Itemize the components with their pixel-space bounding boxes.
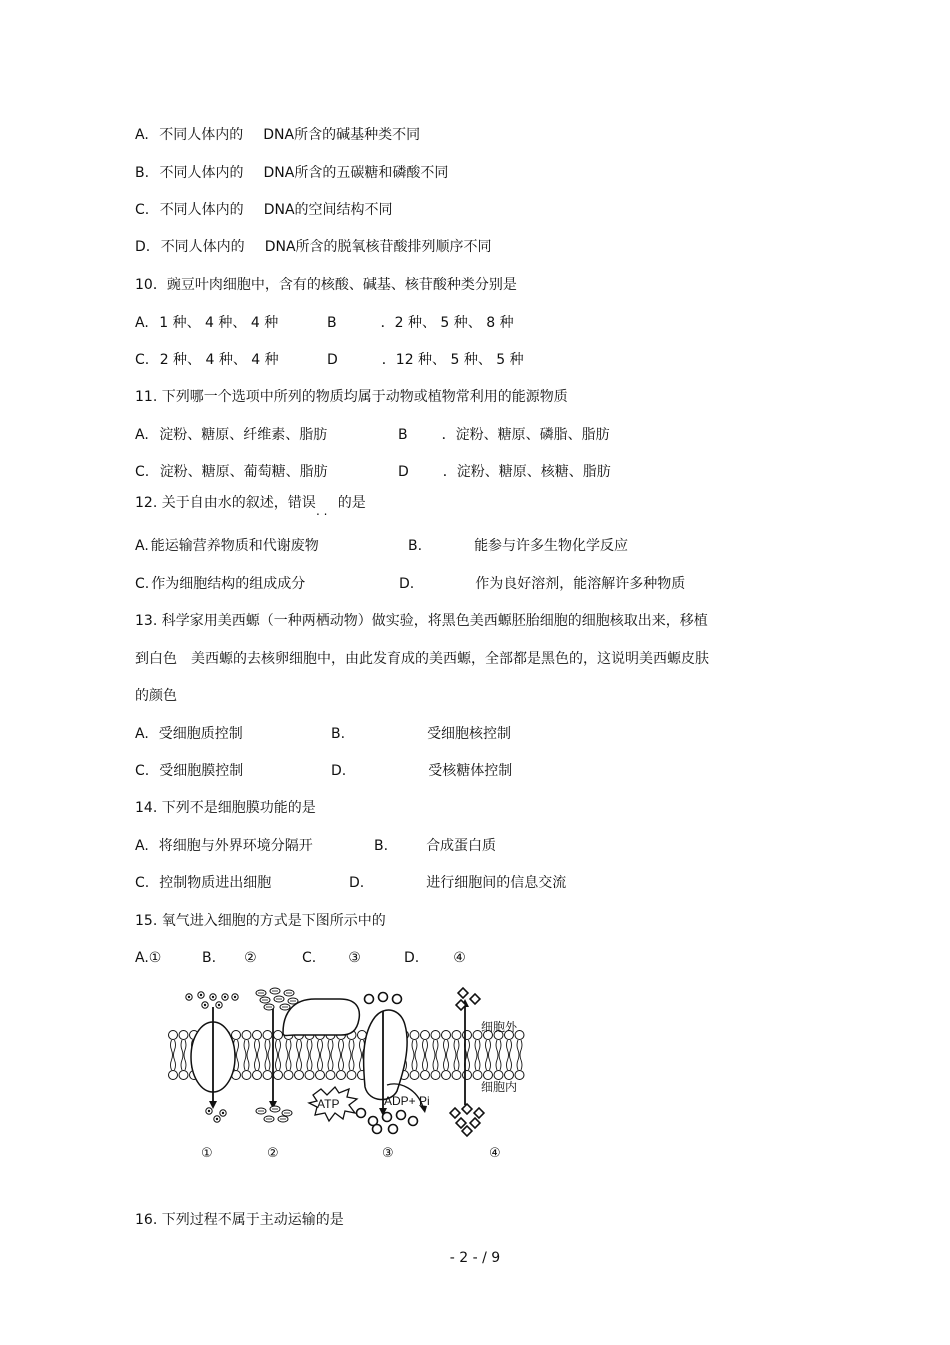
q14-option-c: C. 控制物质进出细胞 (135, 875, 272, 891)
lipid-tail (486, 1060, 491, 1070)
outside-label: 细胞外 (481, 1020, 518, 1034)
lipid-tail (244, 1040, 249, 1060)
q15-stem: 15. 氧气进入细胞的方式是下图所示中的 (135, 913, 386, 929)
q9-option-b: B. 不同人体内的 DNA所含的五碳糖和磷酸不同 (135, 165, 449, 181)
molecule-4 (462, 1126, 472, 1136)
lipid-tail (307, 1060, 312, 1070)
molecule-1-dot (234, 996, 236, 998)
molecule-4 (450, 1108, 460, 1118)
lipid-head-top (242, 1031, 251, 1040)
lipid-tail (297, 1060, 302, 1070)
lipid-tail (255, 1040, 260, 1060)
molecule-4 (474, 1108, 484, 1118)
q10-stem: 10．豌豆叶肉细胞中，含有的核酸、碱基、核苷酸种类分别是 (135, 277, 517, 293)
lipid-head-top (463, 1031, 472, 1040)
lipid-head-top (179, 1031, 188, 1040)
lipid-tail (255, 1060, 260, 1070)
q12-option-d: D. 作为良好溶剂，能溶解许多种物质 (399, 576, 686, 592)
molecule-3 (383, 1113, 392, 1122)
lipid-head-bottom (484, 1071, 493, 1080)
lipid-head-bottom (494, 1071, 503, 1080)
lipid-head-top (232, 1031, 241, 1040)
lipid-head-bottom (410, 1071, 419, 1080)
molecule-3 (409, 1117, 418, 1126)
lipid-tail (318, 1060, 323, 1070)
lipid-head-bottom (316, 1071, 325, 1080)
lipid-tail (433, 1040, 438, 1060)
q11-option-c: C. 淀粉、糖原、葡萄糖、脂肪 (135, 464, 328, 480)
molecule-3 (379, 993, 388, 1002)
peripheral-protein (283, 999, 359, 1036)
atp-label: ATP (317, 1097, 340, 1111)
q10-option-d: D ．12 种、 5 种、 5 种 (327, 352, 524, 368)
q9-option-c: C. 不同人体内的 DNA的空间结构不同 (135, 202, 393, 218)
lipid-head-bottom (442, 1071, 451, 1080)
lipid-head-bottom (274, 1071, 283, 1080)
lipid-tail (276, 1060, 281, 1070)
molecule-3 (393, 995, 402, 1004)
lipid-tail (297, 1040, 302, 1060)
molecule-1-dot (216, 1118, 218, 1120)
lipid-head-top (442, 1031, 451, 1040)
lipid-head-bottom (473, 1071, 482, 1080)
lipid-tail (328, 1060, 333, 1070)
lipid-head-top (263, 1031, 272, 1040)
lipid-tail (328, 1040, 333, 1060)
molecule-3 (365, 995, 374, 1004)
lipid-tail (423, 1040, 428, 1060)
lipid-tail (412, 1040, 417, 1060)
lipid-head-bottom (179, 1071, 188, 1080)
lipid-tail (339, 1060, 344, 1070)
q13-option-b: B. 受细胞核控制 (331, 726, 512, 742)
lipid-tail (286, 1060, 291, 1070)
lipid-tail (349, 1040, 354, 1060)
diagram-number-1: ① (201, 1146, 213, 1161)
lipid-head-bottom (242, 1071, 251, 1080)
lipid-tail (318, 1040, 323, 1060)
q9-option-a: A. 不同人体内的 DNA所含的碱基种类不同 (135, 127, 421, 143)
carrier-protein-3 (364, 1010, 408, 1100)
molecule-1-dot (188, 996, 190, 998)
lipid-tail (475, 1060, 480, 1070)
lipid-head-top (452, 1031, 461, 1040)
molecule-1-dot (218, 1004, 220, 1006)
lipid-head-bottom (463, 1071, 472, 1080)
lipid-tail (276, 1040, 281, 1060)
lipid-head-bottom (347, 1071, 356, 1080)
molecule-4 (462, 1104, 472, 1114)
lipid-tail (517, 1040, 522, 1060)
q13-option-a: A. 受细胞质控制 (135, 726, 243, 742)
q14-option-d: D. 进行细胞间的信息交流 (349, 875, 567, 891)
lipid-tail (244, 1060, 249, 1070)
lipid-tail (496, 1060, 501, 1070)
diagram-number-3: ③ (382, 1146, 394, 1161)
lipid-tail (423, 1060, 428, 1070)
lipid-tail (286, 1040, 291, 1060)
q9-option-d: D. 不同人体内的 DNA所含的脱氧核苷酸排列顺序不同 (135, 239, 492, 255)
adp-label: ADP+ Pi (384, 1094, 430, 1108)
lipid-tail (454, 1040, 459, 1060)
lipid-head-bottom (253, 1071, 262, 1080)
lipid-head-bottom (284, 1071, 293, 1080)
q13-stem-line3: 的颜色 (135, 688, 177, 704)
lipid-tail (307, 1040, 312, 1060)
lipid-head-top (431, 1031, 440, 1040)
q14-option-a: A. 将细胞与外界环境分隔开 (135, 838, 313, 854)
lipid-tail (507, 1040, 512, 1060)
page-number: - 2 - / 9 (449, 1250, 501, 1266)
lipid-tail (444, 1060, 449, 1070)
lipid-tail (454, 1060, 459, 1070)
lipid-tail (486, 1040, 491, 1060)
q11-option-b: B ．淀粉、糖原、磷脂、脂肪 (398, 427, 610, 443)
lipid-tail (171, 1040, 176, 1060)
lipid-tail (349, 1060, 354, 1070)
q15-option-a: A.① (135, 950, 162, 966)
lipid-tail (517, 1060, 522, 1070)
q14-option-b: B. 合成蛋白质 (374, 838, 497, 854)
q10-option-b: B ．2 种、 5 种、 8 种 (327, 315, 514, 331)
molecule-3 (389, 1125, 398, 1134)
lipid-tail (433, 1060, 438, 1070)
lipid-tail (507, 1060, 512, 1070)
molecule-1-dot (224, 996, 226, 998)
q12-option-b: B. 能参与许多生物化学反应 (408, 538, 629, 554)
q11-stem: 11. 下列哪一个选项中所列的物质均属于动物或植物常利用的能源物质 (135, 389, 568, 405)
q15-option-d: D. ④ (404, 950, 466, 966)
lipid-tail (171, 1060, 176, 1070)
q13-stem-line2: 到白色 美西螈的去核卵细胞中，由此发育成的美西螈，全部都是黑色的，这说明美西螈皮肤 (135, 651, 709, 667)
lipid-head-bottom (515, 1071, 524, 1080)
molecule-3 (357, 1109, 366, 1118)
q13-stem-line1: 13. 科学家用美西螈（一种两栖动物）做实验，将黑色美西螈胚胎细胞的细胞核取出来，移植 (135, 613, 708, 629)
lipid-head-top (253, 1031, 262, 1040)
molecule-1-dot (212, 996, 214, 998)
diagram-number-4: ④ (489, 1146, 501, 1161)
lipid-tail (444, 1040, 449, 1060)
lipid-head-top (169, 1031, 178, 1040)
molecule-1-dot (208, 1110, 210, 1112)
lipid-tail (339, 1040, 344, 1060)
lipid-tail (181, 1040, 186, 1060)
lipid-head-bottom (505, 1071, 514, 1080)
lipid-head-bottom (326, 1071, 335, 1080)
q13-option-c: C. 受细胞膜控制 (135, 763, 244, 779)
lipid-head-top (410, 1031, 419, 1040)
lipid-head-bottom (263, 1071, 272, 1080)
lipid-head-bottom (421, 1071, 430, 1080)
lipid-head-bottom (295, 1071, 304, 1080)
lipid-head-bottom (452, 1071, 461, 1080)
lipid-tail (181, 1060, 186, 1070)
q11-option-d: D ．淀粉、糖原、核糖、脂肪 (398, 464, 611, 480)
molecule-1-dot (200, 994, 202, 996)
molecule-3 (373, 1125, 382, 1134)
lipid-tail (475, 1040, 480, 1060)
q15-option-b: B. ② (202, 950, 257, 966)
diagram-number-2: ② (267, 1146, 279, 1161)
lipid-tail (496, 1040, 501, 1060)
q12-stem: 12. 关于自由水的叙述，错误 的是 (135, 495, 366, 511)
lipid-head-top (274, 1031, 283, 1040)
lipid-head-bottom (169, 1071, 178, 1080)
q13-option-d: D. 受核糖体控制 (331, 763, 513, 779)
lipid-head-top (421, 1031, 430, 1040)
lipid-tail (412, 1060, 417, 1070)
molecule-4 (470, 1118, 480, 1128)
q12-option-c: C. 作为细胞结构的组成成分 (135, 576, 306, 592)
q16-stem: 16. 下列过程不属于主动运输的是 (135, 1212, 344, 1228)
molecule-4 (456, 1118, 466, 1128)
q14-stem: 14. 下列不是细胞膜功能的是 (135, 800, 316, 816)
lipid-tail (265, 1060, 270, 1070)
molecule-4 (470, 994, 480, 1004)
molecule-4 (458, 988, 468, 998)
molecule-1-dot (222, 1112, 224, 1114)
membrane-transport-diagram (165, 985, 545, 1165)
lipid-head-bottom (337, 1071, 346, 1080)
inside-label: 细胞内 (481, 1080, 518, 1094)
lipid-head-bottom (305, 1071, 314, 1080)
q11-option-a: A. 淀粉、糖原、纤维素、脂肪 (135, 427, 328, 443)
q12-option-a: A. 能运输营养物质和代谢废物 (135, 538, 319, 554)
molecule-3 (397, 1111, 406, 1120)
q15-option-c: C. ③ (302, 950, 361, 966)
molecule-1-dot (204, 1004, 206, 1006)
lipid-head-bottom (431, 1071, 440, 1080)
lipid-tail (265, 1040, 270, 1060)
q10-option-a: A. 1 种、 4 种、 4 种 (135, 315, 279, 331)
q10-option-c: C. 2 种、 4 种、 4 种 (135, 352, 279, 368)
emphasis-dots: . . (316, 504, 328, 518)
